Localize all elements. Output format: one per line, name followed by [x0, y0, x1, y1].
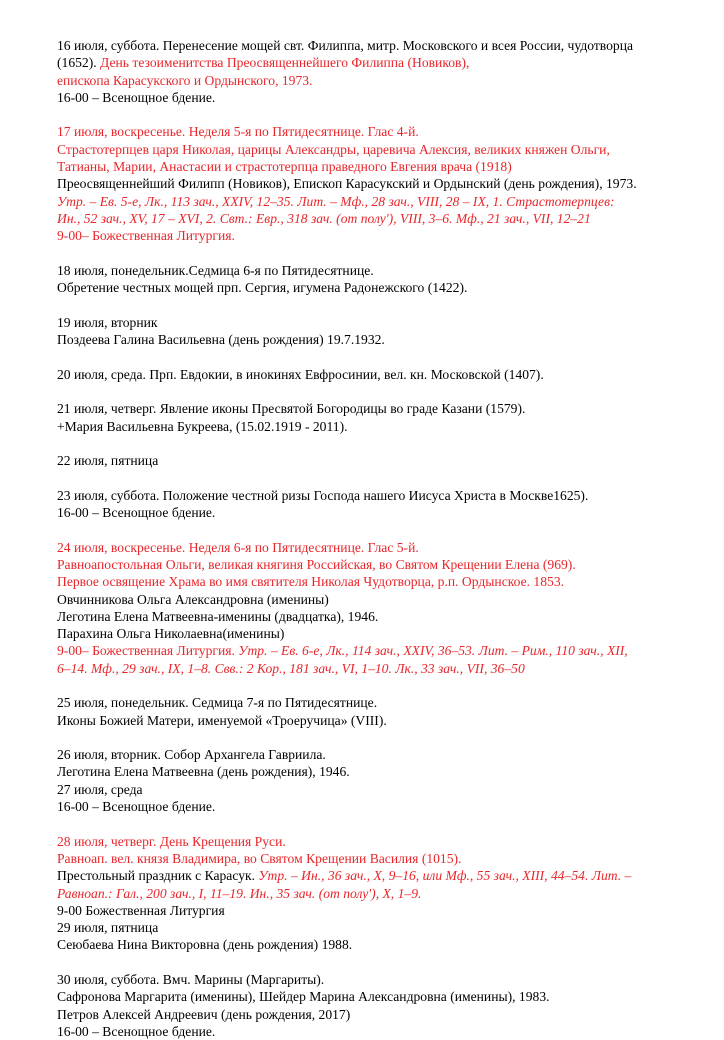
- entry-jul16-service: 16-00 – Всенощное бдение.: [57, 89, 216, 105]
- entry-jul27-service: 16-00 – Всенощное бдение.: [57, 799, 216, 815]
- entry-jul19-line2: Поздеева Галина Васильевна (день рождения) 19.7.1932.: [57, 332, 385, 348]
- entry-jul22-heading: 22 июля, пятница: [57, 453, 159, 469]
- entry-jul28-heading: 28 июля, четверг. День Крещения Руси.: [57, 833, 286, 849]
- entry-jul28-readings2: Равноап.: Гал., 200 зач., I, 11–19. Ин., 35 зач. (от полу'), X, 1–9.: [57, 885, 422, 901]
- entry-jul30-service: 16-00 – Всенощное бдение.: [57, 1023, 216, 1039]
- entry-jul29-line2: Сеюбаева Нина Викторовна (день рождения) 1988.: [57, 937, 353, 953]
- entry-jul24-line7: [57, 642, 697, 659]
- entry-jul24-line3: Первое освящение Храма во имя святителя Николая Чудотворца, р.п. Ордынское. 1853.: [57, 574, 565, 590]
- entry-jul16-line1: 16 июля, суббота. Перенесение мощей свт. Филиппа, митр. Московского и всея России, чудотворца: [57, 38, 634, 53]
- entry-jul19-heading: 19 июля, вторник: [57, 314, 158, 330]
- entry-jul28-line3: [57, 867, 697, 884]
- entry-jul23-heading: 23 июля, суббота. Положение честной ризы Господа нашего Иисуса Христа в Москве1625).: [57, 487, 589, 503]
- entry-jul24-line5: Леготина Елена Матвеевна-именины (двадцатка), 1946.: [57, 608, 379, 624]
- entry-jul29-heading: 29 июля, пятница: [57, 920, 159, 936]
- entry-jul16-line2: [57, 54, 697, 71]
- entry-jul16-line3: епископа Карасукского и Ордынского, 1973.: [57, 72, 313, 88]
- entry-jul24-line2: Равноапостольная Ольги, великая княгиня Российская, во Святом Крещении Елена (969).: [57, 556, 576, 572]
- entry-jul17-line3: Татианы, Марии, Анастасии и страстотерпца праведного Евгения врача (1918): [57, 159, 512, 175]
- entry-jul16-nameday: День тезоименитства Преосвященнейшего Филиппа (Новиков),: [100, 55, 470, 71]
- entry-jul24-line4: Овчинникова Ольга Александровна (именины): [57, 591, 329, 607]
- entry-jul30-line2: Сафронова Маргарита (именины), Шейдер Марина Александровна (именины), 1983.: [57, 989, 550, 1005]
- entry-jul17-line2: Страстотерпцев царя Николая, царицы Александры, царевича Алексия, великих княжен Ольги,: [57, 141, 610, 157]
- entry-jul26-line2: Леготина Елена Матвеевна (день рождения), 1946.: [57, 764, 350, 780]
- entry-jul18-line2: Обретение честных мощей прп. Сергия, игумена Радонежского (1422).: [57, 280, 468, 296]
- entry-jul21-line2: +Мария Васильевна Букреева, (15.02.1919 - 2011).: [57, 418, 348, 434]
- entry-jul17-readings1: Утр. – Ев. 5-е, Лк., 113 зач., XXIV, 12–35. Лит. – Мф., 28 зач., VIII, 28 – IX, 1. Страстотерпцев:: [57, 193, 615, 209]
- entry-jul25-heading: 25 июля, понедельник. Седмица 7-я по Пятидесятнице.: [57, 695, 378, 711]
- entry-jul26-heading: 26 июля, вторник. Собор Архангела Гавриила.: [57, 747, 326, 763]
- entry-jul16-year: (1652).: [57, 55, 101, 71]
- entry-jul27-heading: 27 июля, среда: [57, 781, 143, 797]
- entry-jul18-heading: 18 июля, понедельник.Седмица 6-я по Пятидесятнице.: [57, 262, 374, 278]
- entry-jul23-service: 16-00 – Всенощное бдение.: [57, 505, 216, 521]
- entry-jul24-readings1: Утр. – Ев. 6-е, Лк., 114 зач., XXIV, 36–53. Лит. – Рим., 110 зач., XII,: [238, 643, 628, 659]
- entry-jul28-readings1: Утр. – Ин., 36 зач., X, 9–16, или Мф., 55 зач., XIII, 44–54. Лит. –: [258, 868, 632, 884]
- entry-jul28-service: 9-00 Божественная Литургия: [57, 902, 225, 918]
- entry-jul28-line2: Равноап. вел. князя Владимира, во Святом Крещении Василия (1015).: [57, 850, 462, 866]
- entry-jul25-line2: Иконы Божией Матери, именуемой «Троеручица» (VIII).: [57, 712, 387, 728]
- entry-jul24-service: 9-00– Божественная Литургия.: [57, 643, 239, 659]
- entry-jul17-service: 9-00– Божественная Литургия.: [57, 228, 235, 244]
- entry-jul24-line6: Парахина Ольга Николаевна(именины): [57, 626, 285, 642]
- entry-jul30-heading: 30 июля, суббота. Вмч. Марины (Маргариты).: [57, 972, 325, 988]
- entry-jul17-line4: Преосвященнейший Филипп (Новиков), Епископ Карасукский и Ордынский (день рождения), 1973.: [57, 176, 637, 192]
- entry-jul28-feast: Престольный праздник с Карасук.: [57, 868, 259, 884]
- schedule-document: [57, 37, 697, 1040]
- entry-jul17-heading: 17 июля, воскресенье. Неделя 5-я по Пятидесятнице. Глас 4-й.: [57, 124, 419, 140]
- entry-jul30-line3: Петров Алексей Андреевич (день рождения, 2017): [57, 1006, 351, 1022]
- entry-jul24-heading: 24 июля, воскресенье. Неделя 6-я по Пятидесятнице. Глас 5-й.: [57, 539, 419, 555]
- entry-jul17-readings2: Ин., 52 зач., XV, 17 – XVI, 2. Свт.: Евр., 318 зач. (от полу'), VIII, 3–6. Мф., 21 зач., VII, 12–21: [57, 210, 591, 226]
- entry-jul24-readings2: 6–14. Мф., 29 зач., IX, 1–8. Свв.: 2 Кор., 181 зач., VI, 1–10. Лк., 33 зач., VII, 36–50: [57, 660, 525, 676]
- entry-jul21-heading: 21 июля, четверг. Явление иконы Пресвятой Богородицы во граде Казани (1579).: [57, 401, 526, 417]
- entry-jul20-heading: 20 июля, среда. Прп. Евдокии, в инокинях Евфросинии, вел. кн. Московской (1407).: [57, 366, 544, 382]
